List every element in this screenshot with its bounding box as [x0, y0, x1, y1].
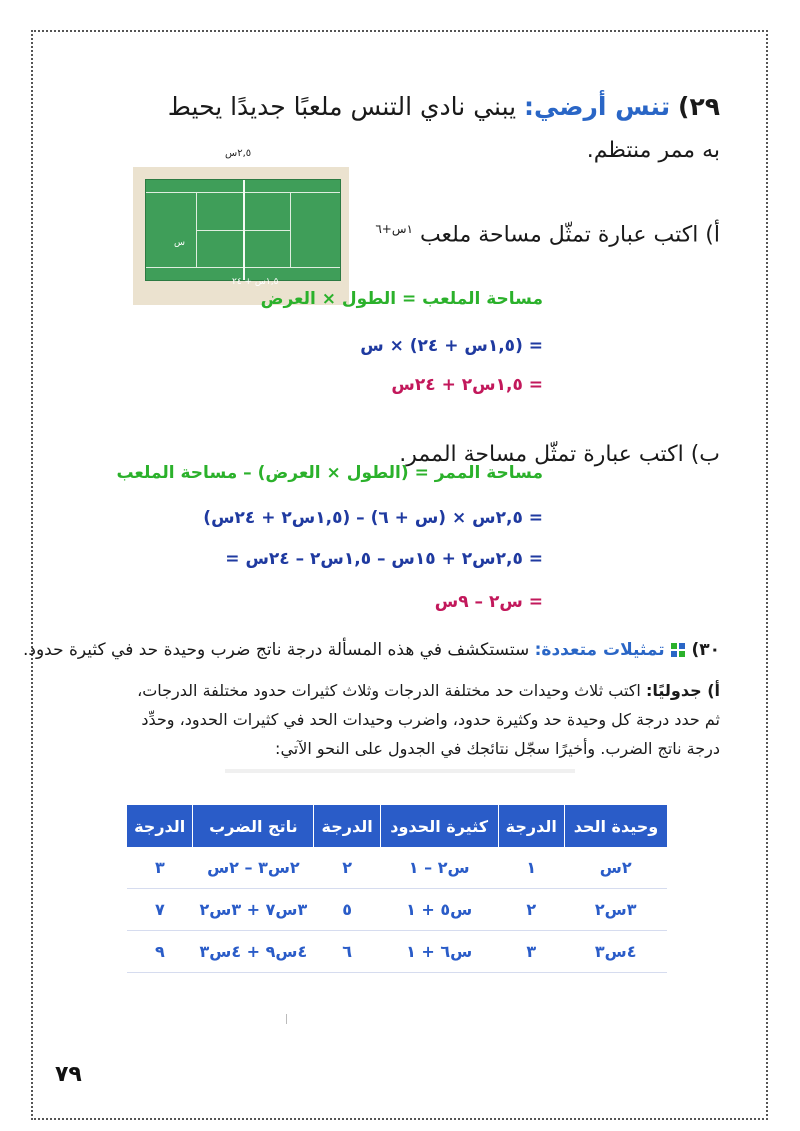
- part-a-text: اكتب ثلاث وحيدات حد مختلفة الدرجات وثلاث كثيرات حدود مختلفة الدرجات، ثم حدد درجة كل وحيدة حد وكثيرة حدود، واضرب وحيدات الحد في كثيرات الحدود، وحدِّد درجة ناتج الضرب. وأخيرًا سجّل نتائجك في الجدول على النحو الآتي:: [137, 681, 720, 758]
- part-b-question: ب) اكتب عبارة تمثّل مساحة الممر.: [399, 442, 720, 467]
- col-degree-2: الدرجة: [314, 805, 380, 847]
- court-bottom-label: ١,٥س + ٢٤: [232, 277, 279, 287]
- problem-29-intro-line2: به ممر منتظم.: [586, 138, 720, 163]
- col-degree-3: الدرجة: [127, 805, 193, 847]
- col-degree-1: الدرجة: [498, 805, 564, 847]
- problem-29-number: ٢٩): [678, 92, 720, 121]
- a-line-2: = (١,٥س + ٢٤) × س: [360, 336, 543, 356]
- col-monomial: وحيدة الحد: [564, 805, 667, 847]
- problem-30-header: [23, 640, 720, 660]
- court-walkway: [133, 167, 349, 305]
- problem-29-title: تنس أرضي:: [524, 92, 671, 121]
- table-header-row: [127, 805, 667, 847]
- court-side-label: س: [174, 238, 185, 248]
- a-line-3: = ١,٥س٢ + ٢٤س: [391, 375, 543, 395]
- a-line-1: مساحة الملعب = الطول × العرض: [260, 289, 543, 309]
- table-row: ٤س٣ ٣ س٦ + ١ ٦ ٤س٩ + ٤س٣ ٩: [127, 931, 667, 973]
- col-product: ناتج الضرب: [193, 805, 314, 847]
- problem-29-intro: يبني نادي التنس ملعبًا جديدًا يحيط: [167, 92, 517, 121]
- representations-icon: [670, 642, 686, 658]
- page-number: ٧٩: [55, 1062, 82, 1087]
- tick-mark: [286, 1014, 287, 1024]
- b-line-2: = ٢,٥س × (س + ٦) – (١,٥س٢ + ٢٤س): [203, 508, 543, 528]
- part-a-label: أ) جدوليًا:: [645, 681, 720, 700]
- problem-30-title: تمثيلات متعددة:: [534, 640, 665, 660]
- part-a-tail: ١س+٦: [375, 222, 413, 236]
- problem-30-intro: ستستكشف في هذه المسألة درجة ناتج ضرب وحيدة حد في كثيرة حدود.: [22, 640, 530, 660]
- court-top-label: ٢,٥س: [225, 148, 252, 159]
- col-polynomial: كثيرة الحدود: [380, 805, 498, 847]
- tennis-court-figure: [133, 150, 349, 305]
- b-line-3: = ٢,٥س٢ + ١٥س – ١,٥س٢ – ٢٤س =: [225, 549, 543, 569]
- b-line-1: مساحة الممر = (الطول × العرض) – مساحة الملعب: [116, 463, 543, 483]
- divider: [225, 769, 575, 773]
- table-row: ٢س ١ س٢ – ١ ٢ ٢س٣ – ٢س ٣: [127, 847, 667, 889]
- table-row: ٣س٢ ٢ س٥ + ١ ٥ ٣س٧ + ٣س٢ ٧: [127, 889, 667, 931]
- problem-29-header: [168, 92, 720, 121]
- problem-30-part-a: [130, 676, 720, 763]
- court-surface: [145, 179, 341, 287]
- problem-30-number: ٣٠): [691, 640, 720, 660]
- b-line-4: = س٢ – ٩س: [434, 592, 543, 612]
- results-table: [127, 805, 667, 973]
- part-a-question: أ) اكتب عبارة تمثّل مساحة ملعب $^{١س+٦}$: [375, 222, 720, 248]
